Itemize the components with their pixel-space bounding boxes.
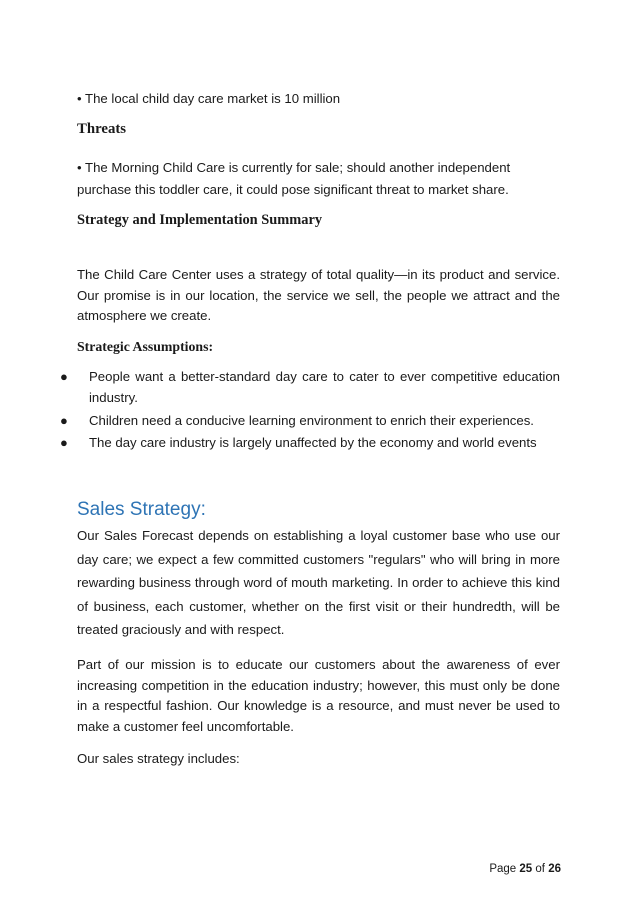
sales-paragraph-3: Our sales strategy includes:: [77, 751, 240, 766]
list-item-text: The day care industry is largely unaffected by the economy and world events: [89, 435, 537, 450]
sales-paragraph-1: Our Sales Forecast depends on establishing a loyal customer base who use our day care; we expect a few committed customers "regulars" who will bring in more rewarding business through word of mouth marketing. In order to achieve this kind of business, each customer, whether on the first visit or their hundredth, will be treated graciously and with respect.: [77, 528, 560, 637]
bullet-icon: ●: [60, 412, 68, 428]
list-item: [57, 366, 560, 408]
market-size-bullet: • The local child day care market is 10 million: [77, 91, 341, 106]
sales-paragraph-2: Part of our mission is to educate our customers about the awareness of ever increasing competition in the education industry; however, this must only be done in a respectful fashion. Our knowledge is a resource, and must never be used to make a customer feel uncomfortable.: [77, 657, 560, 734]
sales-strategy-heading: Sales Strategy:: [77, 499, 206, 520]
list-item-text: People want a better-standard day care to cater to ever competitive education industry.: [89, 369, 560, 405]
bullet-icon: ●: [60, 435, 68, 450]
strategic-assumptions-heading: Strategic Assumptions:: [77, 339, 214, 354]
threats-heading: Threats: [77, 121, 127, 137]
page-label: Page: [489, 863, 517, 875]
strategy-summary-heading: Strategy and Implementation Summary: [77, 212, 323, 228]
assumptions-list: [57, 366, 560, 455]
threats-text: • The Morning Child Care is currently for sale; should another independent purchase this toddler care, it could pose significant threat to market share.: [77, 160, 511, 197]
strategy-summary-text: The Child Care Center uses a strategy of total quality—in its product and service. Our promise is in our location, the service we sell, the people we attract and the atmosphere we create.: [77, 267, 560, 323]
of-label: of: [535, 863, 545, 875]
page-number: 25: [519, 863, 533, 875]
list-item: [57, 410, 560, 431]
page-footer: [489, 863, 561, 875]
bullet-icon: ●: [60, 369, 68, 384]
total-pages: 26: [548, 863, 561, 875]
list-item: [57, 432, 560, 453]
list-item-text: Children need a conducive learning environment to enrich their experiences.: [89, 412, 534, 428]
